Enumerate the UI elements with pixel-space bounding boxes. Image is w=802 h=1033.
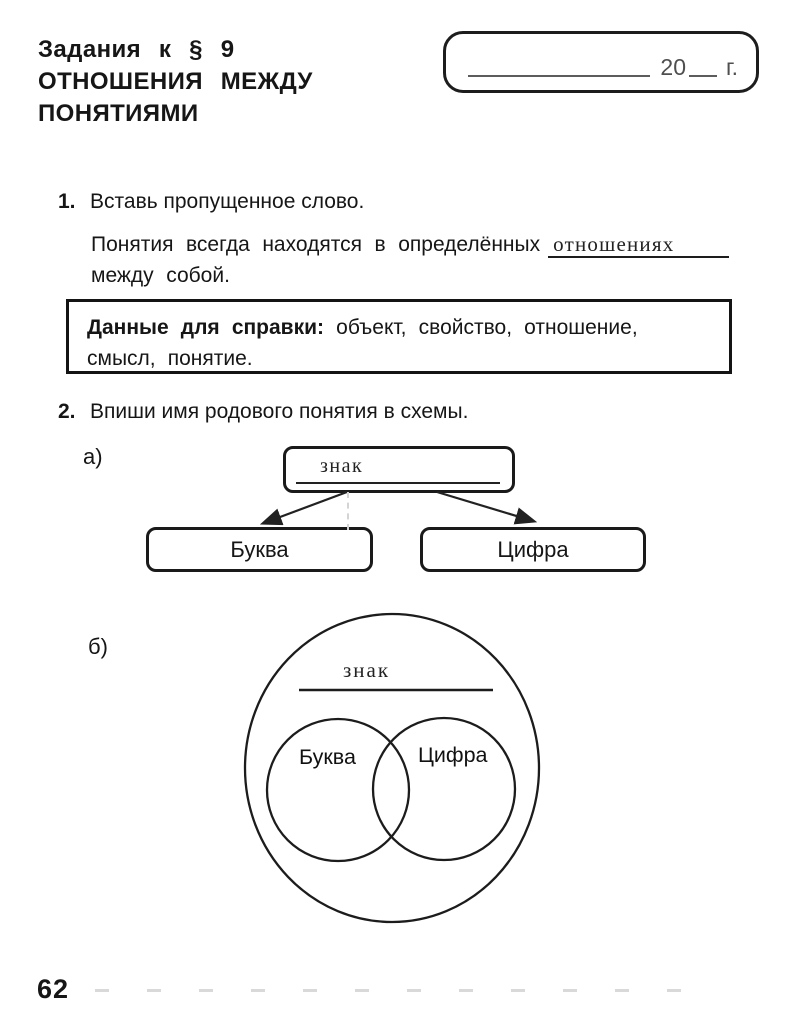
task1-title: Вставь пропущенное слово. [90,190,365,213]
scheme-a-parent-answer: знак [320,455,364,477]
reference-items: объект, свойство, отношение, смысл, понятие. [87,316,638,370]
venn-outer-circle [245,614,539,922]
scheme-a-parent-blank-line [296,482,500,484]
scan-artifact-line [347,492,349,530]
arrow-to-right-child [437,492,533,521]
task1-number: 1. [58,190,76,213]
scan-artifact-dashes [95,989,685,992]
section-header [38,34,313,130]
task1-title-row [58,190,364,214]
date-year-prefix: 20 [660,54,687,80]
date-year-suffix: г. [726,54,738,80]
task1-answer-blank: отношениях [548,233,729,258]
task2-title: Впиши имя родового понятия в схемы. [90,400,469,423]
task2-title-row [58,400,468,424]
task2-number: 2. [58,400,76,423]
page-number: 62 [37,974,70,1004]
task1-sentence [91,229,781,291]
date-box [443,31,759,93]
section-header-line3: ПОНЯТИЯМИ [38,100,199,127]
section-header-line2: ОТНОШЕНИЯ МЕЖДУ [38,68,313,95]
scheme-b-venn-diagram [235,606,551,932]
scheme-a-child-left-label: Буква [230,536,289,562]
scheme-a-child-right-box [420,527,646,572]
reference-box [66,299,732,374]
date-blank-line [468,73,650,77]
task1-sentence-end: между собой. [91,264,230,287]
date-year-blank [689,73,717,77]
venn-left-circle-label: Буква [299,745,356,769]
scheme-a-label: а) [83,444,103,469]
venn-right-circle [373,718,515,860]
scheme-a-child-left-box [146,527,373,572]
arrow-to-left-child [264,492,347,523]
section-header-line1: Задания к § 9 [38,36,235,63]
scheme-a-parent-box [283,446,515,493]
scheme-a-child-right-label: Цифра [497,536,569,562]
reference-label: Данные для справки: [87,316,325,339]
scheme-b-parent-answer: знак [343,658,391,682]
venn-right-circle-label: Цифра [418,743,488,767]
venn-left-circle [267,719,409,861]
task1-sentence-start: Понятия всегда находятся в определённых [91,233,541,256]
scheme-b-label: б) [88,634,108,659]
